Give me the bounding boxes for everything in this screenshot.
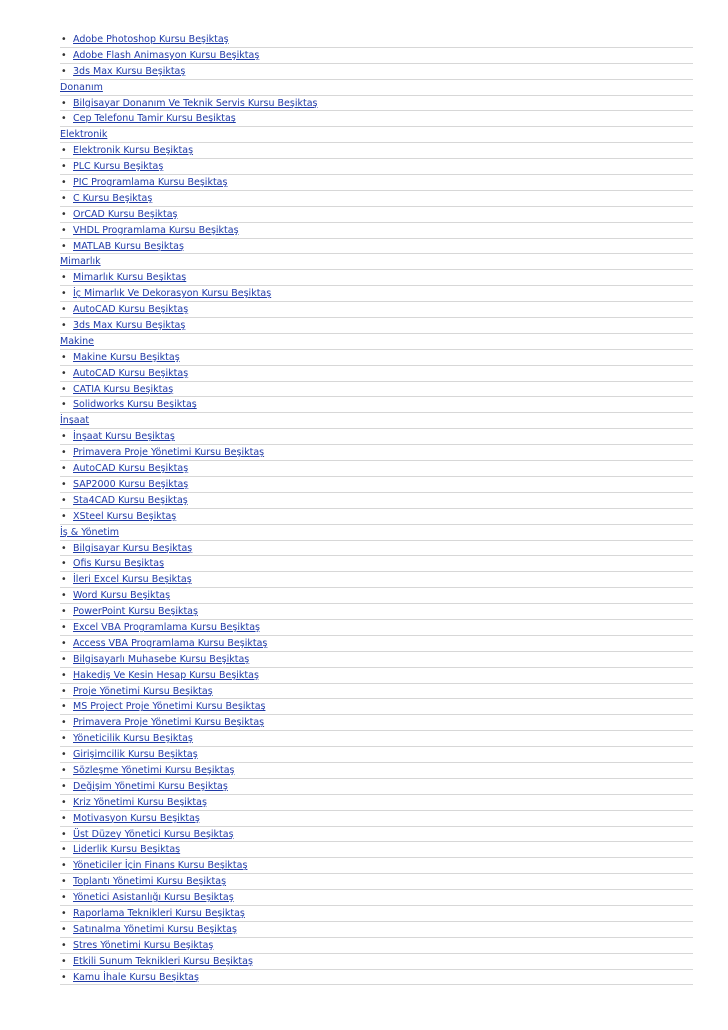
list-item [60,652,693,668]
bullet-icon: • [61,637,67,649]
bullet-icon: • [61,304,67,316]
bullet-icon: • [61,240,67,252]
bullet-icon: • [61,351,67,363]
list-item [60,715,693,731]
list-item [60,588,693,604]
bullet-icon: • [61,749,67,761]
list-item [60,429,693,445]
course-link[interactable]: Hakediş Ve Kesin Hesap Kursu Beşiktaş [73,669,259,681]
list-item [60,397,693,413]
list-item [60,938,693,954]
list-item [60,827,693,843]
list-item [60,668,693,684]
bullet-icon: • [61,288,67,300]
list-item [60,207,693,223]
list-item [60,811,693,827]
course-link[interactable]: Toplantı Yönetimi Kursu Beşiktaş [73,876,227,888]
course-link[interactable]: SAP2000 Kursu Beşiktaş [73,478,189,490]
list-item [60,64,693,80]
course-link[interactable]: Excel VBA Programlama Kursu Beşiktaş [73,621,260,633]
bullet-icon: • [61,367,67,379]
course-link[interactable]: PLC Kursu Beşiktaş [73,161,164,173]
course-link[interactable]: Bilgisayar Donanım Ve Teknik Servis Kursu Beşiktaş [73,97,318,109]
course-link[interactable]: PIC Programlama Kursu Beşiktaş [73,177,228,189]
course-link[interactable]: OrCAD Kursu Beşiktaş [73,208,178,220]
list-item [60,270,693,286]
list-item [60,684,693,700]
course-link[interactable]: İnşaat Kursu Beşiktaş [73,431,175,443]
course-link[interactable]: Access VBA Programlama Kursu Beşiktaş [73,637,268,649]
bullet-icon: • [61,717,67,729]
bullet-icon: • [61,892,67,904]
bullet-icon: • [61,764,67,776]
category-link[interactable]: Donanım [60,81,103,93]
list-item [60,382,693,398]
list-item [60,699,693,715]
course-link[interactable]: Makine Kursu Beşiktaş [73,351,180,363]
bullet-icon: • [61,907,67,919]
bullet-icon: • [61,272,67,284]
course-link[interactable]: MS Project Proje Yönetimi Kursu Beşiktaş [73,701,266,713]
course-link[interactable]: Yönetici Asistanlığı Kursu Beşiktaş [73,892,234,904]
bullet-icon: • [61,923,67,935]
bullet-icon: • [61,447,67,459]
bullet-icon: • [61,65,67,77]
list-item [60,842,693,858]
course-link[interactable]: AutoCAD Kursu Beşiktaş [73,463,189,475]
category-link[interactable]: Mimarlık [60,256,101,268]
bullet-icon: • [61,177,67,189]
list-item [60,954,693,970]
bullet-icon: • [61,828,67,840]
course-link[interactable]: AutoCAD Kursu Beşiktaş [73,367,189,379]
category-link[interactable]: Makine [60,335,95,347]
course-link[interactable]: Proje Yönetimi Kursu Beşiktaş [73,685,213,697]
bullet-icon: • [61,478,67,490]
list-item [60,779,693,795]
course-link[interactable]: CATIA Kursu Beşiktaş [73,383,174,395]
bullet-icon: • [61,192,67,204]
category-link[interactable]: Elektronik [60,129,108,141]
bullet-icon: • [61,208,67,220]
bullet-icon: • [61,971,67,983]
course-link[interactable]: Sta4CAD Kursu Beşiktaş [73,494,188,506]
course-link[interactable]: MATLAB Kursu Beşiktaş [73,240,184,252]
list-item [60,874,693,890]
list-item [60,747,693,763]
course-link[interactable]: Bilgisayarlı Muhasebe Kursu Beşiktaş [73,653,250,665]
list-item [60,970,693,986]
course-link[interactable]: XSteel Kursu Beşiktaş [73,510,177,522]
list-item [60,96,693,112]
bullet-icon: • [61,431,67,443]
course-link[interactable]: Motivasyon Kursu Beşiktaş [73,812,200,824]
bullet-icon: • [61,796,67,808]
course-link[interactable]: Adobe Photoshop Kursu Beşiktaş [73,34,229,45]
list-item [60,731,693,747]
bullet-icon: • [61,113,67,125]
list-item [60,636,693,652]
bullet-icon: • [61,955,67,967]
course-link[interactable]: 3ds Max Kursu Beşiktaş [73,65,186,77]
list-item [60,445,693,461]
course-link[interactable]: İleri Excel Kursu Beşiktaş [73,574,192,586]
course-link[interactable]: Mimarlık Kursu Beşiktaş [73,272,187,284]
course-link[interactable]: Değişim Yönetimi Kursu Beşiktaş [73,780,228,792]
course-link[interactable]: Elektronik Kursu Beşiktaş [73,145,194,157]
bullet-icon: • [61,97,67,109]
bullet-icon: • [61,463,67,475]
course-link[interactable]: Satınalma Yönetimi Kursu Beşiktaş [73,923,237,935]
category-link[interactable]: İş & Yönetim [60,526,120,538]
list-item [60,572,693,588]
category-link[interactable]: İnşaat [60,415,90,427]
list-item [60,286,693,302]
course-link[interactable]: 3ds Max Kursu Beşiktaş [73,320,186,332]
bullet-icon: • [61,145,67,157]
course-link[interactable]: Solidworks Kursu Beşiktaş [73,399,197,411]
bullet-icon: • [61,685,67,697]
course-link[interactable]: Sözleşme Yönetimi Kursu Beşiktaş [73,764,235,776]
list-item [60,318,693,334]
bullet-icon: • [61,606,67,618]
course-link[interactable]: Primavera Proje Yönetimi Kursu Beşiktaş [73,717,265,729]
category-row [60,127,693,143]
course-link[interactable]: Girişimcilik Kursu Beşiktaş [73,749,198,761]
bullet-icon: • [61,49,67,61]
course-link[interactable]: Stres Yönetimi Kursu Beşiktaş [73,939,214,951]
course-link[interactable]: Üst Düzey Yönetici Kursu Beşiktaş [73,828,234,840]
list-item [60,763,693,779]
bullet-icon: • [61,510,67,522]
list-item [60,350,693,366]
category-row [60,80,693,96]
list-item [60,541,693,557]
course-link[interactable]: Cep Telefonu Tamir Kursu Beşiktaş [73,113,236,125]
course-link[interactable]: Word Kursu Beşiktaş [73,590,171,602]
bullet-icon: • [61,320,67,332]
course-link[interactable]: İç Mimarlık Ve Dekorasyon Kursu Beşiktaş [73,288,272,300]
course-link[interactable]: AutoCAD Kursu Beşiktaş [73,304,189,316]
list-item [60,890,693,906]
course-link[interactable]: Etkili Sunum Teknikleri Kursu Beşiktaş [73,955,253,967]
course-link[interactable]: Bilgisayar Kursu Beşiktaş [73,542,193,554]
bullet-icon: • [61,224,67,236]
bullet-icon: • [61,494,67,506]
bullet-icon: • [61,161,67,173]
list-item [60,556,693,572]
list-item [60,239,693,255]
list-item [60,620,693,636]
course-link[interactable]: Adobe Flash Animasyon Kursu Beşiktaş [73,49,260,61]
list-item [60,366,693,382]
course-link[interactable]: Raporlama Teknikleri Kursu Beşiktaş [73,907,245,919]
list-item [60,32,693,48]
bullet-icon: • [61,844,67,856]
list-item [60,858,693,874]
bullet-icon: • [61,876,67,888]
list-item [60,191,693,207]
course-link[interactable]: Kriz Yönetimi Kursu Beşiktaş [73,796,207,808]
bullet-icon: • [61,399,67,411]
bullet-icon: • [61,383,67,395]
category-row [60,413,693,429]
bullet-icon: • [61,558,67,570]
course-link[interactable]: Primavera Proje Yönetimi Kursu Beşiktaş [73,447,265,459]
list-item [60,461,693,477]
list-item [60,795,693,811]
list-item [60,143,693,159]
list-item [60,477,693,493]
bullet-icon: • [61,574,67,586]
course-link-list [60,32,693,985]
list-item [60,906,693,922]
course-link[interactable]: Ofis Kursu Beşiktaş [73,558,165,570]
bullet-icon: • [61,812,67,824]
bullet-icon: • [61,653,67,665]
course-link[interactable]: PowerPoint Kursu Beşiktaş [73,606,198,618]
bullet-icon: • [61,939,67,951]
bullet-icon: • [61,542,67,554]
list-item [60,111,693,127]
list-item [60,159,693,175]
category-row [60,334,693,350]
list-item [60,922,693,938]
list-item [60,302,693,318]
bullet-icon: • [61,860,67,872]
list-item [60,175,693,191]
bullet-icon: • [61,733,67,745]
category-row [60,525,693,541]
category-row [60,254,693,270]
list-item [60,509,693,525]
course-link[interactable]: VHDL Programlama Kursu Beşiktaş [73,224,239,236]
course-link[interactable]: Kamu İhale Kursu Beşiktaş [73,971,199,983]
list-item [60,493,693,509]
bullet-icon: • [61,669,67,681]
list-item [60,604,693,620]
bullet-icon: • [61,590,67,602]
list-item [60,48,693,64]
course-link[interactable]: C Kursu Beşiktaş [73,192,153,204]
bullet-icon: • [61,780,67,792]
list-item [60,223,693,239]
bullet-icon: • [61,621,67,633]
course-link[interactable]: Liderlik Kursu Beşiktaş [73,844,181,856]
course-link[interactable]: Yöneticilik Kursu Beşiktaş [73,733,193,745]
course-link[interactable]: Yöneticiler İçin Finans Kursu Beşiktaş [73,860,248,872]
bullet-icon: • [61,701,67,713]
bullet-icon: • [61,34,67,45]
